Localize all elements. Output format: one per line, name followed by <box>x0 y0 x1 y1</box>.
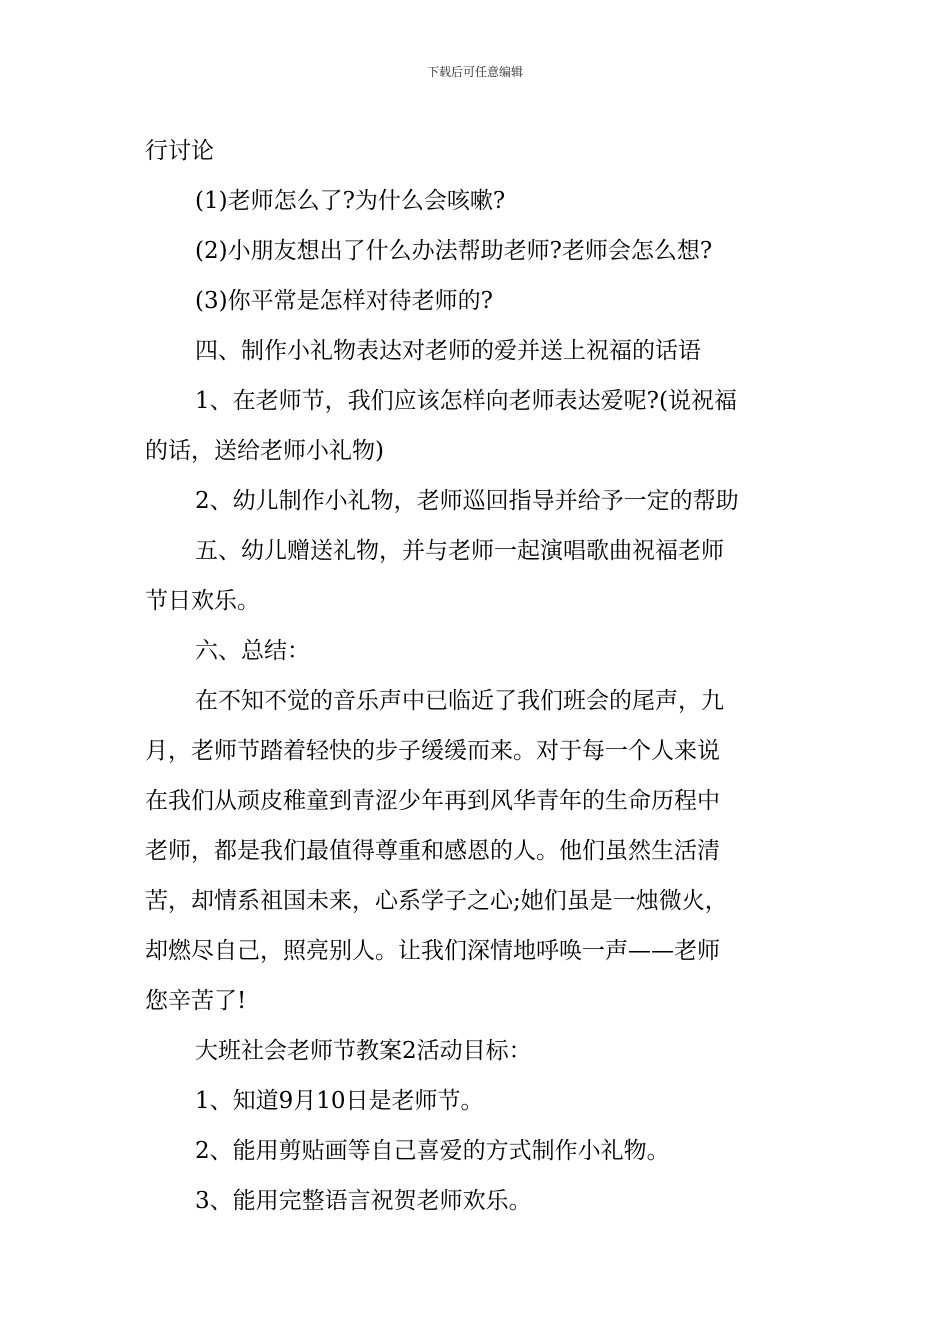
goal-item: 3、能用完整语言祝贺老师欢乐。 <box>195 1188 532 1214</box>
text-line: 2、幼儿制作小礼物，老师巡回指导并给予一定的帮助 <box>195 488 739 514</box>
document-body <box>145 126 810 1226</box>
text-line: 老师，都是我们最值得尊重和感恩的人。他们虽然生活清 <box>145 838 720 864</box>
text-line: (1)老师怎么了?为什么会咳嗽? <box>195 188 506 214</box>
text-line: 的话，送给老师小礼物) <box>145 438 384 464</box>
lesson-plan-title: 大班社会老师节教案2活动目标： <box>195 1038 532 1064</box>
section-heading-4: 四、制作小礼物表达对老师的爱并送上祝福的话语 <box>195 338 701 364</box>
page-header-note: 下载后可任意编辑 <box>426 65 523 79</box>
text-line: 行讨论 <box>145 138 214 164</box>
goal-item: 2、能用剪贴画等自己喜爱的方式制作小礼物。 <box>195 1138 670 1164</box>
text-line: (2)小朋友想出了什么办法帮助老师?老师会怎么想? <box>195 238 713 264</box>
goal-item: 1、知道9月10日是老师节。 <box>195 1088 484 1114</box>
text-line: 月，老师节踏着轻快的步子缓缓而来。对于每一个人来说 <box>145 738 720 764</box>
text-line: 在不知不觉的音乐声中已临近了我们班会的尾声，九 <box>195 688 724 714</box>
text-line: 您辛苦了! <box>145 988 247 1014</box>
section-heading-6: 六、总结： <box>195 638 310 664</box>
text-line: 1、在老师节，我们应该怎样向老师表达爱呢?(说祝福 <box>195 388 737 414</box>
text-line: (3)你平常是怎样对待老师的? <box>195 288 493 314</box>
text-line: 却燃尽自己，照亮别人。让我们深情地呼唤一声——老师 <box>145 938 720 964</box>
text-line: 在我们从顽皮稚童到青涩少年再到风华青年的生命历程中 <box>145 788 720 814</box>
text-line: 苦，却情系祖国未来，心系学子之心;她们虽是一烛微火， <box>145 888 728 914</box>
section-heading-5: 五、幼儿赠送礼物，并与老师一起演唱歌曲祝福老师 <box>195 538 724 564</box>
text-line: 节日欢乐。 <box>145 588 260 614</box>
